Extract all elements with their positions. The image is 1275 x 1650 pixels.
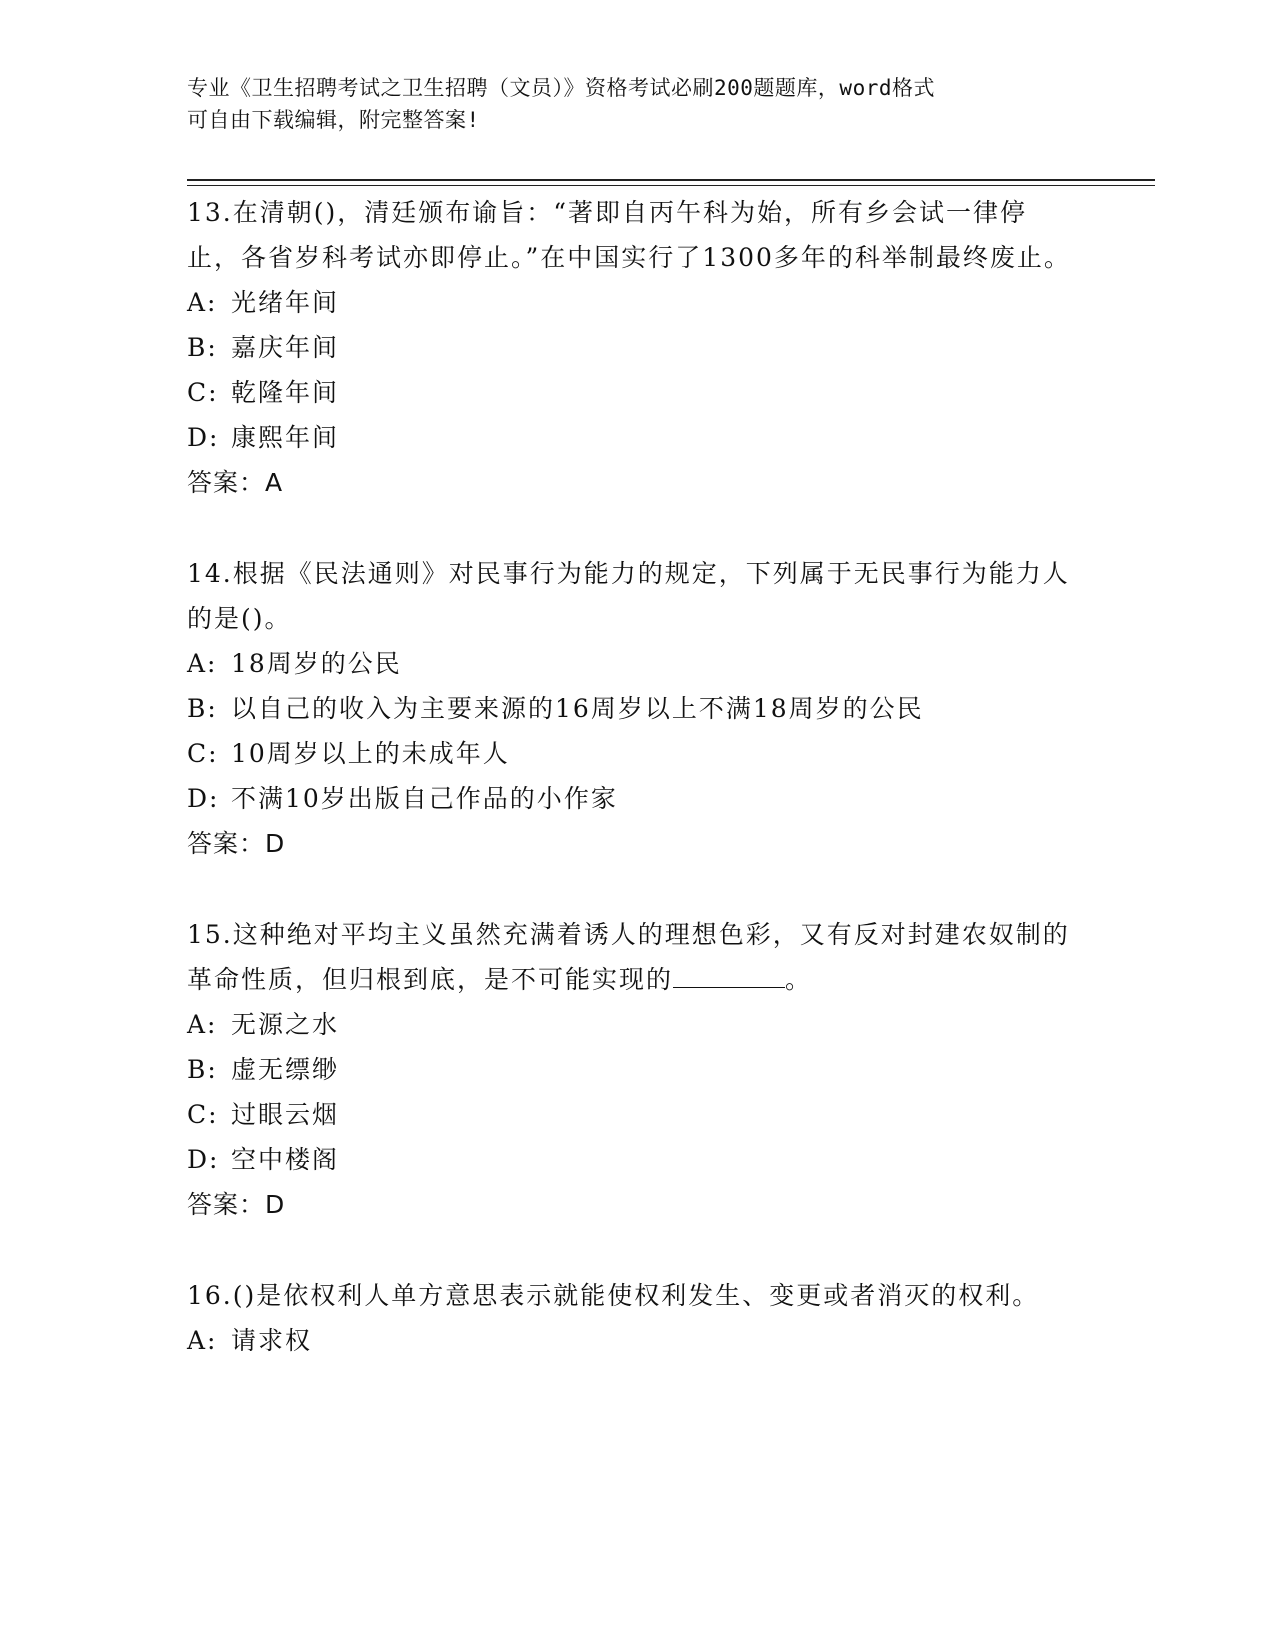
option-text: 空中楼阁 [231, 1145, 340, 1174]
option-a [187, 1318, 1077, 1363]
header-line-2: 可自由下载编辑，附完整答案! [187, 108, 480, 132]
option-letter: A: [187, 1010, 218, 1039]
option-letter: C: [187, 378, 219, 407]
option-text: 嘉庆年间 [231, 333, 340, 362]
answer-line: 答案：A [187, 468, 284, 497]
question-text: 16.()是依权利人单方意思表示就能使权利发生、变更或者消灭的权利。 [187, 1281, 1040, 1310]
header-line-1: 专业《卫生招聘考试之卫生招聘（文员）》资格考试必刷200题题库，word格式 [187, 76, 935, 100]
document-header [187, 72, 1077, 136]
question-16 [187, 1273, 1077, 1363]
question-13 [187, 190, 1077, 505]
question-text: 13.在清朝()，清廷颁布谕旨：“著即自丙午科为始，所有乡会试一律停止，各省岁科考试亦即停止。”在中国实行了1300多年的科举制最终废止。 [187, 198, 1071, 272]
question-text-after-blank: 。 [785, 965, 813, 994]
option-text: 无源之水 [231, 1010, 340, 1039]
fill-in-blank [673, 965, 785, 988]
question-text-before-blank: 15.这种绝对平均主义虽然充满着诱人的理想色彩，又有反对封建农奴制的革命性质，但归根到底，是不可能实现的 [187, 920, 1070, 994]
option-text: 虚无缥缈 [231, 1055, 340, 1084]
option-b [187, 686, 1077, 731]
option-text: 以自己的收入为主要来源的16周岁以上不满18周岁的公民 [231, 694, 924, 723]
option-letter: A: [187, 1326, 218, 1355]
option-a [187, 1002, 1077, 1047]
option-a [187, 280, 1077, 325]
option-letter: B: [187, 694, 218, 723]
header-divider-thin [187, 185, 1155, 186]
option-c [187, 370, 1077, 415]
option-text: 乾隆年间 [231, 378, 340, 407]
option-letter: B: [187, 333, 218, 362]
option-text: 光绪年间 [231, 288, 340, 317]
option-text: 康熙年间 [231, 423, 340, 452]
answer-line: 答案：D [187, 1190, 286, 1219]
option-text: 不满10岁出版自己作品的小作家 [231, 784, 618, 813]
answer-line: 答案：D [187, 829, 286, 858]
option-letter: D: [187, 1145, 220, 1174]
option-c [187, 1092, 1077, 1137]
question-text: 14.根据《民法通则》对民事行为能力的规定，下列属于无民事行为能力人的是()。 [187, 559, 1070, 633]
option-text: 请求权 [231, 1326, 313, 1355]
question-15 [187, 912, 1077, 1227]
option-letter: B: [187, 1055, 218, 1084]
option-letter: D: [187, 784, 220, 813]
option-c [187, 731, 1077, 776]
option-text: 10周岁以上的未成年人 [231, 739, 510, 768]
option-letter: D: [187, 423, 220, 452]
option-letter: C: [187, 739, 219, 768]
option-b [187, 325, 1077, 370]
option-d [187, 1137, 1077, 1182]
option-letter: C: [187, 1100, 219, 1129]
option-letter: A: [187, 288, 218, 317]
question-text [187, 912, 1077, 1002]
question-list [187, 190, 1077, 1363]
option-a [187, 641, 1077, 686]
option-letter: A: [187, 649, 218, 678]
option-d [187, 415, 1077, 460]
option-b [187, 1047, 1077, 1092]
option-text: 18周岁的公民 [231, 649, 402, 678]
header-divider-thick [187, 179, 1155, 181]
option-d [187, 776, 1077, 821]
question-14 [187, 551, 1077, 866]
option-text: 过眼云烟 [231, 1100, 340, 1129]
